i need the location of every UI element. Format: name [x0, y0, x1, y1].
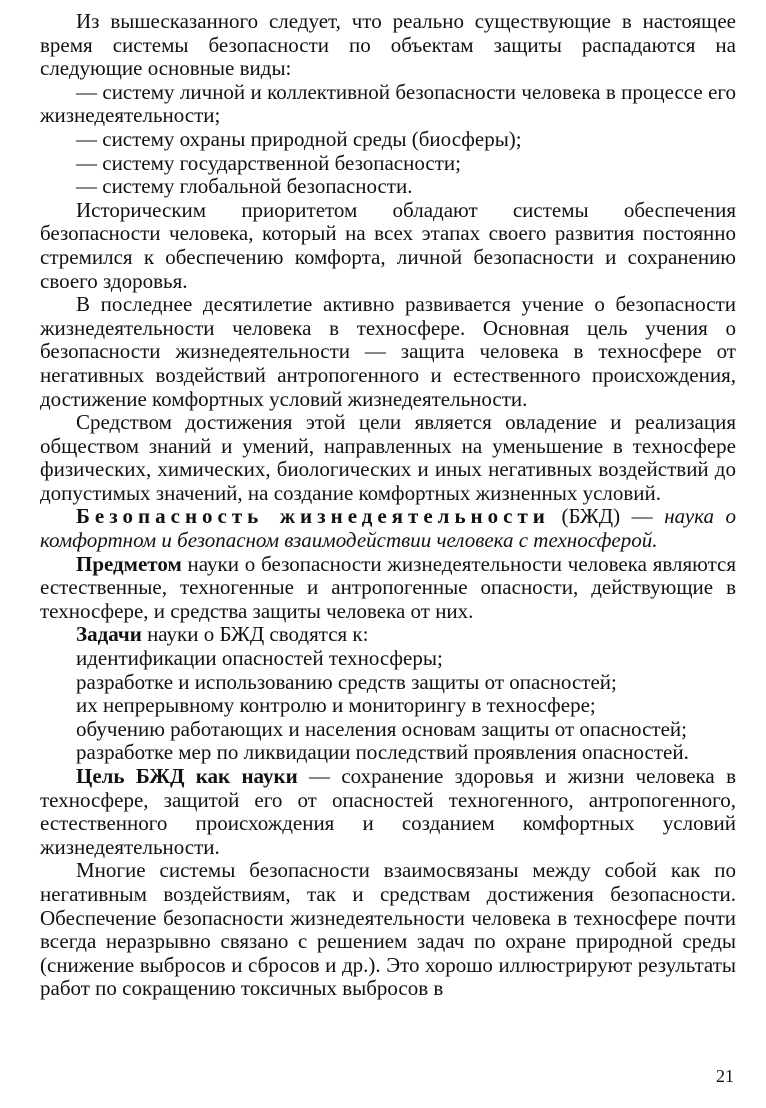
definition-abbr: (БЖД) — — [549, 504, 665, 529]
page-number: 21 — [716, 1066, 734, 1086]
paragraph-means: Средством достижения этой цели является овладение и реализация обществом знаний и умений, направленных на уменьшение в техносфере физических, химических, биологических и иных негативных воздействий до допустимых значений, на создание комфортных жизненных условий. — [40, 410, 736, 505]
subject-text: науки о безопасности жизнедеятельности человека являются естественные, техногенные и антропогенные опасности, действующие в техносфере, и средства защиты человека от них. — [40, 551, 736, 623]
tasks-term: Задачи — [76, 622, 142, 647]
paragraph-definition — [40, 505, 736, 552]
list-item: — систему государственной безопасности; — [76, 150, 461, 175]
paragraph-last-decade: В последнее десятилетие активно развивается учение о безопасности жизнедеятельности человека в техносфере. Основная цель учения о безопасности жизнедеятельности — защита человека в техносфере от негативных воздействий антропогенного и естественного происхождения, достижение комфортных условий жизнедеятельности. — [40, 292, 736, 411]
task-item: обучению работающих и населения основам защиты от опасностей; — [76, 716, 687, 741]
list-item: — систему охраны природной среды (биосферы); — [76, 126, 522, 151]
definition-term: Безопасность жизнедеятельности — [76, 504, 550, 529]
goal-text: — сохранение здоровья и жизни человека в техносфере, защитой его от опасностей техногенного, антропогенного, естественного происхождения и созданием комфортных условий жизнедеятельности. — [40, 764, 736, 859]
task-item: разработке мер по ликвидации последствий проявления опасностей. — [76, 740, 689, 765]
paragraph-subject — [40, 553, 736, 624]
tasks-text: науки о БЖД сводятся к: — [141, 622, 369, 647]
task-item: разработке и использованию средств защиты от опасностей; — [76, 669, 617, 694]
task-item: их непрерывному контролю и мониторингу в техносфере; — [76, 693, 596, 718]
paragraph-intro: Из вышесказанного следует, что реально существующие в настоящее время системы безопасности по объектам защиты распадаются на следующие основные виды: — [40, 9, 736, 81]
paragraph-historical-priority: Историческим приоритетом обладают системы обеспечения безопасности человека, который на всех этапах своего развития постоянно стремился к обеспечению комфорта, личной безопасности и сохранению своего здоровья. — [40, 197, 736, 293]
page-text — [40, 10, 736, 1001]
paragraph-goal — [40, 765, 736, 859]
list-item: — систему личной и коллективной безопасности человека в процессе его жизнедеятельности; — [40, 79, 736, 128]
goal-term: Цель БЖД как науки — [76, 764, 298, 788]
definition-text: наука о комфортном и безопасном взаимодействии человека с техносферой. — [40, 504, 737, 553]
task-item: идентификации опасностей техносферы; — [76, 646, 443, 671]
paragraph-interrelation: Многие системы безопасности взаимосвязаны между собой как по негативным воздействиям, так и средствам достижения безопасности. Обеспечение безопасности жизнедеятельности человека в техносфере почти всегда неразрывно связано с решением задач по охране природной среды (снижение выбросов и сбросов и др.). Это хорошо иллюстрируют результаты работ по сокращению токсичных выбросов в — [40, 858, 736, 1001]
list-item: — систему глобальной безопасности. — [76, 174, 413, 199]
paragraph-tasks — [40, 623, 736, 647]
subject-term: Предметом — [76, 551, 182, 576]
